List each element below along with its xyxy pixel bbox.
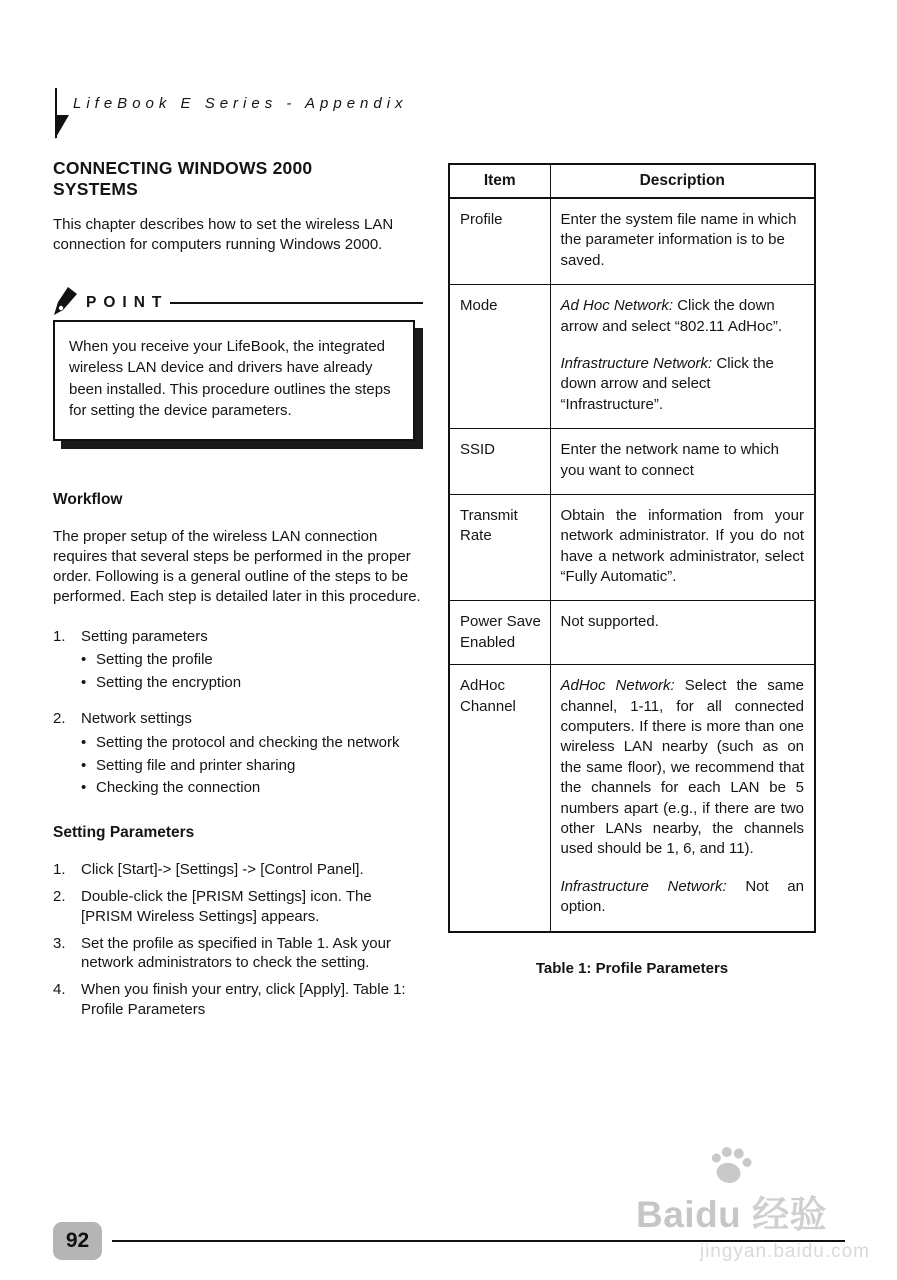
- item-cell: AdHoc Channel: [449, 665, 550, 932]
- workflow-substep: • Checking the connection: [81, 779, 261, 797]
- point-rule: [170, 302, 423, 304]
- item-cell: Power Save Enabled: [449, 601, 550, 665]
- step-number: 1.: [53, 861, 66, 879]
- description-cell: Enter the network name to which you want to connect: [550, 429, 815, 495]
- table-row: [449, 601, 815, 665]
- bullet-icon: •: [81, 779, 87, 797]
- point-header: [53, 291, 423, 315]
- point-callout-box: [53, 320, 415, 441]
- description-cell: AdHoc Network: Select the same channel, 1-11, for all connected computers. If there is more than one wireless LAN nearby (such as on the same floor), we recommend that the channels for each LAN be 5 numbers apart (e.g., if there are two other LANs nearby, the channels used should be 1, 6, and 11). Infrastructure Network: Not an option.: [550, 665, 815, 932]
- description-cell: Ad Hoc Network: Click the down arrow and select “802.11 AdHoc”. Infrastructure Network: Click the down arrow and select “Infrastructure”.: [550, 285, 815, 429]
- pen-icon: [53, 287, 77, 315]
- table-row: [449, 198, 815, 285]
- flag-icon: [53, 88, 73, 140]
- item-cell: SSID: [449, 429, 550, 495]
- header-title: LifeBook E Series - Appendix: [73, 95, 408, 112]
- step-label: Setting parameters: [81, 627, 208, 645]
- point-text: When you receive your LifeBook, the integrated wireless LAN device and drivers have already been installed. This procedure outlines the steps for setting the device parameters.: [69, 337, 391, 420]
- item-cell: Profile: [449, 198, 550, 285]
- section-heading: CONNECTING WINDOWS 2000 SYSTEMS: [53, 158, 313, 200]
- workflow-substep: • Setting file and printer sharing: [81, 756, 296, 774]
- procedure-step: 1. Click [Start]-> [Settings] -> [Control Panel].: [53, 861, 364, 879]
- table-row: [449, 665, 815, 932]
- table-row: [449, 429, 815, 495]
- workflow-substep: • Setting the profile: [81, 651, 213, 669]
- item-cell: Mode: [449, 285, 550, 429]
- watermark: [636, 1146, 870, 1263]
- workflow-substep: • Setting the protocol and checking the network: [81, 733, 400, 751]
- bullet-icon: •: [81, 756, 87, 774]
- bullet-icon: •: [81, 733, 87, 751]
- step-label: Network settings: [81, 710, 192, 728]
- table-caption: Table 1: Profile Parameters: [535, 959, 729, 977]
- step-number: 4.: [53, 981, 66, 999]
- watermark-brand-cjk: 经验: [752, 1194, 828, 1235]
- table-header-row: [449, 164, 815, 198]
- description-cell: Not supported.: [550, 601, 815, 665]
- point-label: POINT: [86, 293, 169, 311]
- workflow-step: [53, 709, 423, 729]
- table-row: [449, 285, 815, 429]
- description-cell: Enter the system file name in which the parameter information is to be saved.: [550, 198, 815, 285]
- workflow-paragraph: The proper setup of the wireless LAN connection requires that several steps be performed in the proper order. Following is a general outline of the steps to be performed. Each step is detailed later in this procedure.: [53, 527, 421, 605]
- paw-icon: [704, 1142, 755, 1190]
- procedure-step: 4. When you finish your entry, click [Apply]. Table 1: Profile Parameters: [53, 981, 406, 1019]
- step-number: 2.: [53, 888, 66, 906]
- page-header: [53, 88, 408, 140]
- table-column: [448, 163, 816, 977]
- table-row: [449, 494, 815, 601]
- watermark-brand: Baidu 经验: [636, 1194, 828, 1235]
- procedure-step: 2. Double-click the [PRISM Settings] icon. The [PRISM Wireless Settings] appears.: [53, 888, 372, 925]
- workflow-step: [53, 627, 423, 647]
- column-header-description: Description: [550, 164, 815, 198]
- step-number: 2.: [53, 710, 66, 728]
- description-cell: Obtain the information from your network administrator. If you do not have a network administrator, select “Fully Automatic”.: [550, 494, 815, 601]
- setting-parameters-heading: Setting Parameters: [53, 824, 195, 842]
- page-number-badge: 92: [53, 1222, 102, 1260]
- workflow-substep: • Setting the encryption: [81, 674, 242, 692]
- workflow-heading: Workflow: [53, 490, 123, 508]
- step-number: 3.: [53, 934, 66, 952]
- procedure-step: 3. Set the profile as specified in Table 1. Ask your network administrators to check the setting.: [53, 934, 391, 972]
- left-column: [53, 158, 423, 1027]
- bullet-icon: •: [81, 674, 87, 692]
- bullet-icon: •: [81, 651, 87, 669]
- profile-parameters-table: [448, 163, 816, 933]
- item-cell: Transmit Rate: [449, 494, 550, 601]
- intro-paragraph: This chapter describes how to set the wireless LAN connection for computers running Windows 2000.: [53, 215, 394, 253]
- column-header-item: Item: [449, 164, 550, 198]
- step-number: 1.: [53, 627, 66, 645]
- watermark-domain: jingyan.baidu.com: [699, 1241, 870, 1262]
